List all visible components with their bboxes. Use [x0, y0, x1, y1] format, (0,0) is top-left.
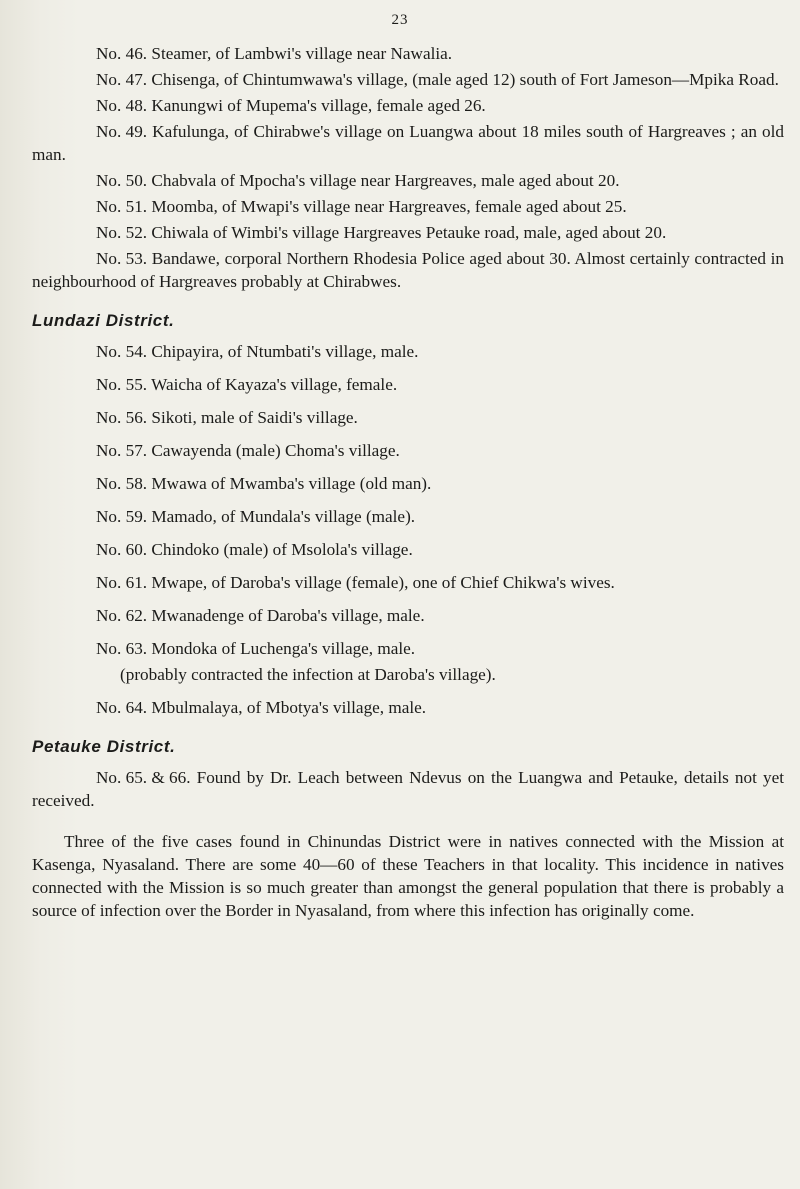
section-heading-lundazi: Lundazi District.	[32, 311, 175, 330]
section-heading-petauke: Petauke District.	[32, 737, 176, 756]
case-text: Chabvala of Mpocha's village near Hargreaves, male aged about 20.	[151, 171, 620, 190]
case-text: Chiwala of Wimbi's village Hargreaves Petauke road, male, aged about 20.	[151, 223, 667, 242]
case-number: No. 60.	[96, 540, 148, 559]
case-entry-61	[32, 571, 784, 594]
case-text: Mbulmalaya, of Mbotya's village, male.	[151, 698, 427, 717]
page-number: 23	[391, 12, 409, 28]
case-number: No. 48.	[96, 96, 148, 115]
case-text: Chindoko (male) of Msolola's village.	[151, 540, 413, 559]
case-text: Sikoti, male of Saidi's village.	[151, 408, 358, 427]
case-entry-53	[32, 247, 784, 293]
case-number: No. 56.	[96, 408, 148, 427]
case-entry-50	[32, 169, 784, 192]
case-entry-56	[32, 406, 784, 429]
case-number: No. 51.	[96, 197, 148, 216]
case-entry-58	[32, 472, 784, 495]
closing-paragraph: Three of the five cases found in Chinundas District were in natives connected with the Mission at Kasenga, Nyasaland. There are some 40—60 of these Teachers in that locality. This incidence in natives connected with the Mission is so much greater than amongst the general population that there is probably a source of infection over the Border in Nyasaland, from where this infection has originally come.	[32, 832, 784, 920]
case-entry-54	[32, 340, 784, 363]
case-number: No. 54.	[96, 342, 148, 361]
case-entry-63	[32, 637, 784, 660]
case-text: Found by Dr. Leach between Ndevus on the Luangwa and Petauke, details not yet received.	[32, 768, 785, 810]
case-text: Cawayenda (male) Choma's village.	[151, 441, 400, 460]
case-entry-65-66	[32, 766, 784, 812]
case-text: Chipayira, of Ntumbati's village, male.	[151, 342, 419, 361]
case-entry-55	[32, 373, 784, 396]
case-number: No. 53.	[96, 249, 148, 268]
case-number: No. 46.	[96, 44, 148, 63]
case-number: No. 49.	[96, 122, 148, 141]
case-entry-52	[32, 221, 784, 244]
case-number: No. 64.	[96, 698, 148, 717]
case-text: Kafulunga, of Chirabwe's village on Luangwa about 18 miles south of Hargreaves ; an old man.	[32, 122, 784, 164]
document-body	[32, 42, 784, 922]
case-number: No. 50.	[96, 171, 148, 190]
case-entry-57	[32, 439, 784, 462]
case-entry-62	[32, 604, 784, 627]
case-entry-59	[32, 505, 784, 528]
case-number: No. 58.	[96, 474, 148, 493]
case-entry-64	[32, 696, 784, 719]
case-number: No. 52.	[96, 223, 148, 242]
case-text: Chisenga, of Chintumwawa's village, (male aged 12) south of Fort Jameson—Mpika Road.	[151, 70, 779, 89]
case-text: Steamer, of Lambwi's village near Nawalia.	[151, 44, 453, 63]
case-text: Kanungwi of Mupema's village, female aged 26.	[151, 96, 486, 115]
case-number: No. 62.	[96, 606, 148, 625]
case-number: No. 47.	[96, 70, 148, 89]
case-number: No. 61.	[96, 573, 148, 592]
case-entry-46	[32, 42, 784, 65]
case-entry-49	[32, 120, 784, 166]
case-text: Mwanadenge of Daroba's village, male.	[151, 606, 425, 625]
case-text: Bandawe, corporal Northern Rhodesia Police aged about 30. Almost certainly contracted in neighbourhood of Hargreaves probably at Chirabwes.	[32, 249, 785, 291]
case-text: Mondoka of Luchenga's village, male.	[151, 639, 416, 658]
case-text: Mwawa of Mwamba's village (old man).	[151, 474, 432, 493]
case-text: Mamado, of Mundala's village (male).	[151, 507, 416, 526]
case-entry-63-note: (probably contracted the infection at Daroba's village).	[120, 665, 496, 684]
case-number: No. 55.	[96, 375, 148, 394]
case-number: No. 59.	[96, 507, 148, 526]
case-text: Moomba, of Mwapi's village near Hargreaves, female aged about 25.	[151, 197, 627, 216]
case-number: No. 63.	[96, 639, 148, 658]
case-text: Mwape, of Daroba's village (female), one of Chief Chikwa's wives.	[151, 573, 615, 592]
case-entry-51	[32, 195, 784, 218]
case-entry-47	[32, 68, 784, 91]
case-number: No. 57.	[96, 441, 148, 460]
case-number: No. 65. & 66.	[96, 768, 191, 787]
case-entry-60	[32, 538, 784, 561]
case-text: Waicha of Kayaza's village, female.	[151, 375, 398, 394]
case-entry-48	[32, 94, 784, 117]
